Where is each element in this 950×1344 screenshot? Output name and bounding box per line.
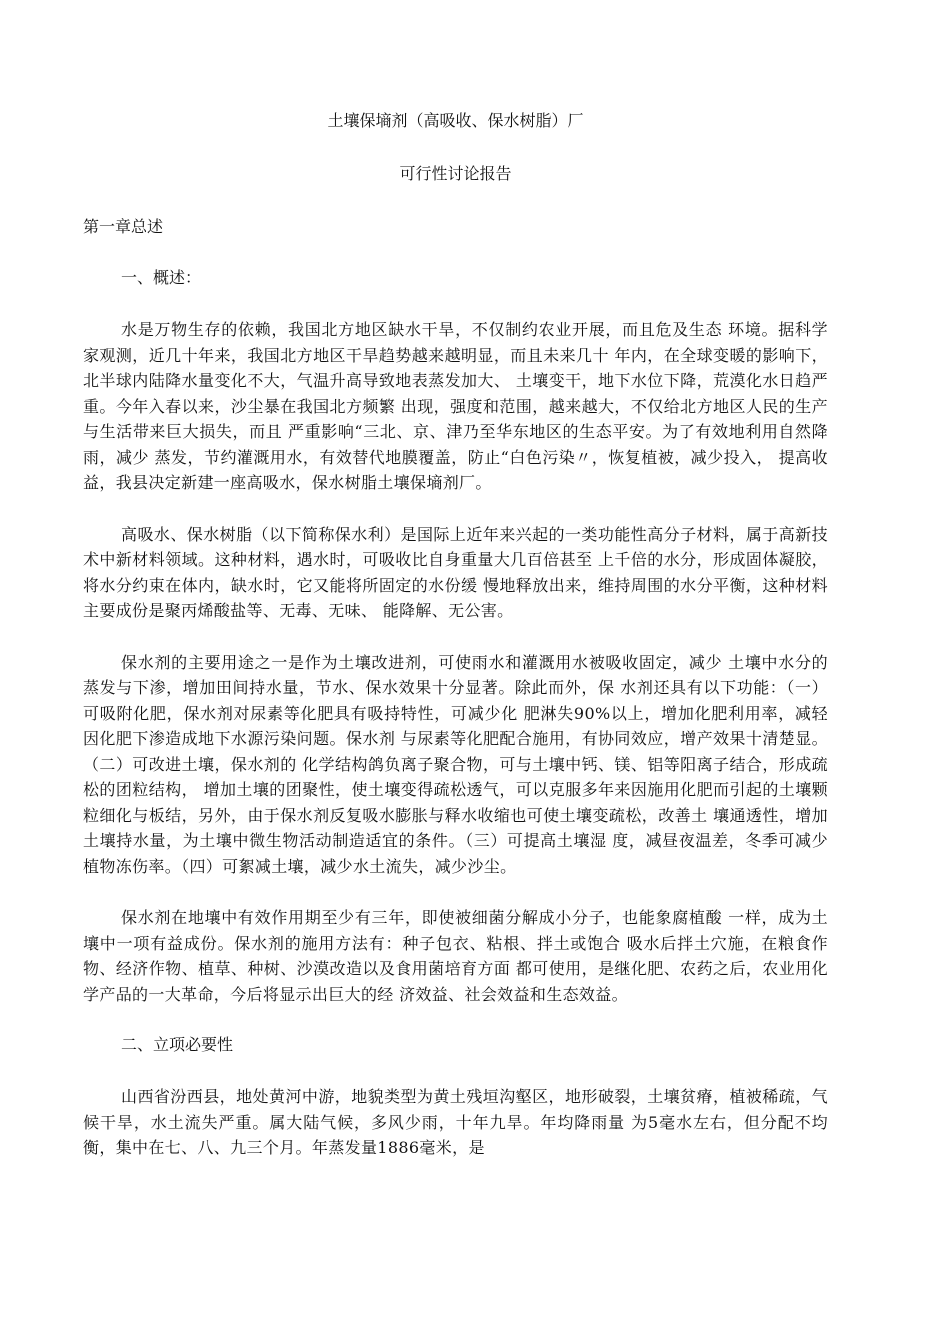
document-subtitle: 可行性讨论报告 bbox=[399, 164, 512, 183]
paragraph: 保水剂的主要用途之一是作为土壤改进剂，可使雨水和灌溉用水被吸收固定，减少 土壤中水分的蒸发与下渗，增加田间持水量，节水、保水效果十分显著。除此而外，保 水剂还具有以下功能：（一）可吸附化肥，保水剂对尿素等化肥具有吸持特性，可减少化 肥淋失90%以上，增加化肥利用率，减轻因化肥下渗造成地下水源污染问题。保水剂 与尿素等化肥配合施用，有协同效应，增产效果十清楚显。（二）可改进土壤，保水剂的 化学结构鸽负离子聚合物，可与土壤中钙、镁、铝等阳离子结合，形成疏松的团粒结构， 增加土壤的团聚性，使土壤变得疏松透气，可以克服多年来因施用化肥而引起的土壤颗 粒细化与板结，另外，由于保水剂反复吸水膨胀与释水收缩也可使土壤变疏松，改善土 壤通透性，增加土壤持水量，为土壤中微生物活动制造适宜的条件。（三）可提高土壤湿 度，减昼夜温差，冬季可减少植物冻伤率。（四）可絮减土壤，减少水土流失，减少沙尘。 bbox=[83, 652, 828, 876]
document-title: 土壤保墒剂（高吸收、保水树脂）厂 bbox=[327, 111, 584, 130]
document-page bbox=[83, 108, 828, 1161]
paragraph: 山西省汾西县，地处黄河中游，地貌类型为黄土残垣沟壑区，地形破裂，土壤贫瘠，植被稀疏，气候干旱，水土流失严重。属大陆气候，多风少雨，十年九旱。年均降雨量 为5毫水左右，但分配不均衡，集中在七、八、九三个月。年蒸发量1886毫米，是 bbox=[83, 1087, 828, 1157]
section-heading-overview: 一、概述： bbox=[121, 268, 202, 287]
paragraph: 保水剂在地壤中有效作用期至少有三年，即使被细菌分解成小分子，也能象腐植酸 一样，成为土壤中一项有益成份。保水剂的施用方法有：种子包衣、粘根、拌土或饱合 吸水后拌土穴施，在粮食作物、经济作物、植草、种树、沙漠改造以及食用菌培育方面 都可使用，是继化肥、农药之后，农业用化学产品的一大革命，今后将显示出巨大的经 济效益、社会效益和生态效益。 bbox=[83, 908, 828, 1004]
section-heading-necessity: 二、立项必要性 bbox=[121, 1035, 234, 1054]
paragraph: 高吸水、保水树脂（以下简称保水利）是国际上近年来兴起的一类功能性高分子材料，属于高新技术中新材料领域。这种材料，遇水时，可吸收比自身重量大几百倍甚至 上千倍的水分，形成固体凝胶，将水分约束在体内，缺水时，它又能将所固定的水份缓 慢地释放出来，维持周围的水分平衡，这种材料主要成份是聚丙烯酸盐等、无毒、无味、 能降解、无公害。 bbox=[83, 524, 828, 620]
paragraph: 水是万物生存的依赖，我国北方地区缺水干旱，不仅制约农业开展，而且危及生态 环境。据科学家观测，近几十年来，我国北方地区干旱趋势越来越明显，而且未来几十 年内，在全球变暖的影响下，北半球内陆降水量变化不大，气温升高导致地表蒸发加大、 土壤变干，地下水位下降，荒漠化水日趋严重。今年入春以来，沙尘暴在我国北方频繁 出现，强度和范围，越来越大，不仅给北方地区人民的生产与生活带来巨大损失，而且 严重影响“三北、京、津乃至华东地区的生态平安。为了有效地利用自然降雨，减少 蒸发，节约灌溉用水，有效替代地膜覆盖，防止“白色污染〃，恢复植被，减少投入， 提高收益，我县决定新建一座高吸水，保水树脂土壤保墒剂厂。 bbox=[83, 320, 828, 492]
chapter-heading: 第一章总述 bbox=[83, 217, 164, 236]
